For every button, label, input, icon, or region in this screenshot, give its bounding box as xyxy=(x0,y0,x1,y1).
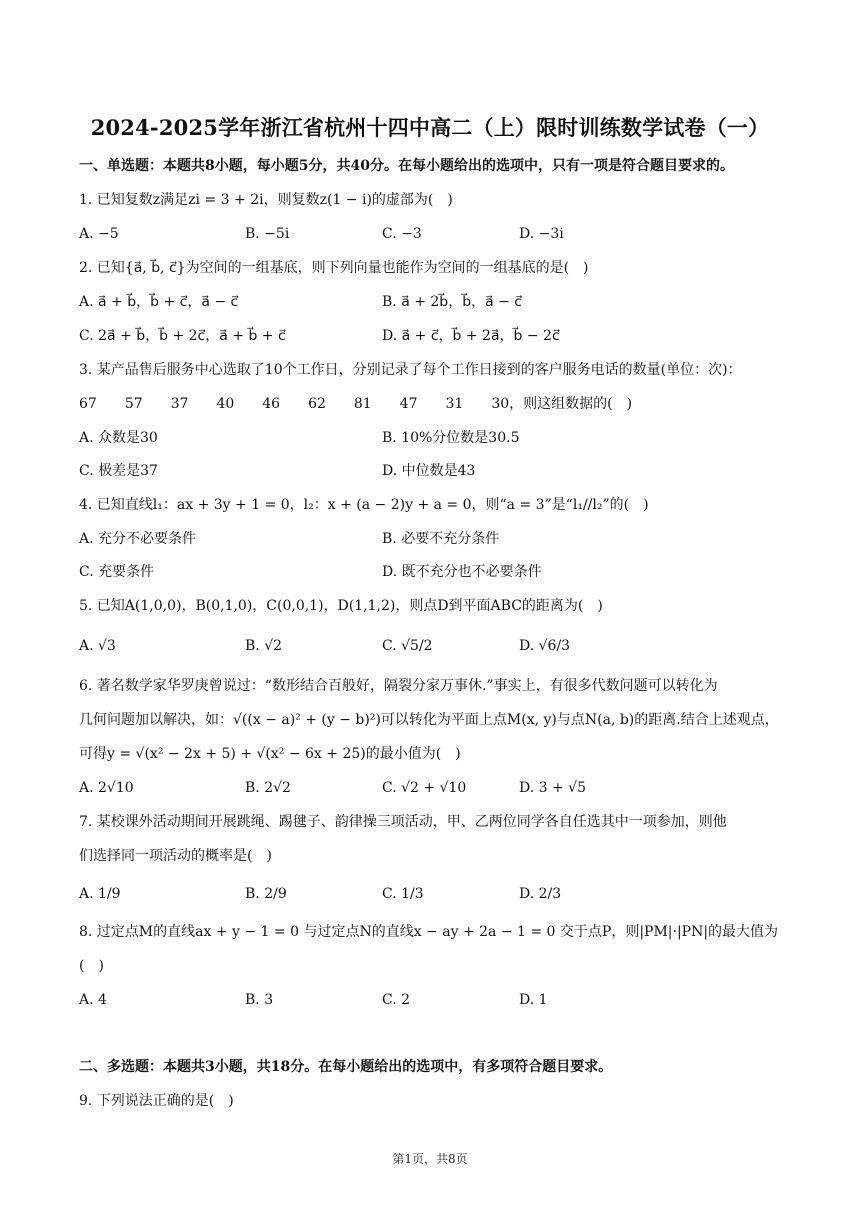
question-1-stem: 1. 已知复数z满足zi = 3 + 2i，则复数z(1 − i)的虚部为( ) xyxy=(79,192,453,208)
question-5-option-a: A. √3 xyxy=(79,638,116,654)
question-7-option-b: B. 2/9 xyxy=(245,886,287,902)
question-6-option-d: D. 3 + √5 xyxy=(519,780,586,796)
question-3-option-b: B. 10%分位数是30.5 xyxy=(382,430,520,446)
page-title: 2024-2025学年浙江省杭州十四中高二（上）限时训练数学试卷（一） xyxy=(90,115,770,140)
question-4-option-d: D. 既不充分也不必要条件 xyxy=(382,564,542,580)
section-heading-single-choice: 一、单选题：本题共8小题，每小题5分，共40分。在每小题给出的选项中，只有一项是符合题目要求的。 xyxy=(79,158,734,174)
question-5-option-b: B. √2 xyxy=(245,638,283,654)
question-8-option-c: C. 2 xyxy=(382,992,411,1008)
question-8-line-2: ( ) xyxy=(79,958,104,974)
question-6-option-b: B. 2√2 xyxy=(245,780,291,796)
question-1-option-a: A. −5 xyxy=(79,226,119,242)
question-8-option-b: B. 3 xyxy=(245,992,274,1008)
question-3-stem: 3. 某产品售后服务中心选取了10个工作日，分别记录了每个工作日接到的客户服务电话的数量(单位：次)： xyxy=(79,362,742,378)
question-2-stem: 2. 已知{a⃗, b⃗, c⃗}为空间的一组基底，则下列向量也能作为空间的一组基底的是( ) xyxy=(79,260,589,276)
question-8-option-d: D. 1 xyxy=(519,992,548,1008)
question-3-option-d: D. 中位数是43 xyxy=(382,463,476,479)
question-1-option-c: C. −3 xyxy=(382,226,422,242)
question-2-option-b: B. a⃗ + 2b⃗，b⃗，a⃗ − c⃗ xyxy=(382,294,522,310)
question-6-option-c: C. √2 + √10 xyxy=(382,780,467,796)
question-3-data: 67 57 37 40 46 62 81 47 31 30，则这组数据的( ) xyxy=(79,396,633,412)
question-1-option-b: B. −5i xyxy=(245,226,290,242)
question-7-line-1: 7. 某校课外活动期间开展跳绳、踢毽子、韵律操三项活动，甲、乙两位同学各自任选其中一项参加，则他 xyxy=(79,814,727,830)
question-4-option-b: B. 必要不充分条件 xyxy=(382,531,500,547)
section-heading-multiple-choice: 二、多选题：本题共3小题，共18分。在每小题给出的选项中，有多项符合题目要求。 xyxy=(79,1059,613,1075)
question-1-option-d: D. −3i xyxy=(519,226,564,242)
question-7-option-a: A. 1/9 xyxy=(79,886,121,902)
question-2-option-a: A. a⃗ + b⃗，b⃗ + c⃗，a⃗ − c⃗ xyxy=(79,294,239,310)
question-6-line-1: 6. 著名数学家华罗庚曾说过：“数形结合百般好，隔裂分家万事休.”事实上，有很多代数问题可以转化为 xyxy=(79,678,718,694)
question-5-stem: 5. 已知A(1,0,0)，B(0,1,0)，C(0,0,1)，D(1,1,2)，则点D到平面ABC的距离为( ) xyxy=(79,598,603,614)
question-4-option-a: A. 充分不必要条件 xyxy=(79,531,197,547)
question-7-option-d: D. 2/3 xyxy=(519,886,562,902)
question-5-option-c: C. √5/2 xyxy=(382,638,433,654)
question-4-stem: 4. 已知直线l₁：ax + 3y + 1 = 0，l₂：x + (a − 2)y + a = 0，则“a = 3”是“l₁//l₂”的( ) xyxy=(79,497,649,513)
question-7-line-2: 们选择同一项活动的概率是( ) xyxy=(79,848,272,864)
question-9-stem: 9. 下列说法正确的是( ) xyxy=(79,1093,234,1109)
question-8-option-a: A. 4 xyxy=(79,992,107,1008)
question-8-line-1: 8. 过定点M的直线ax + y − 1 = 0 与过定点N的直线x − ay + 2a − 1 = 0 交于点P，则|PM|·|PN|的最大值为 xyxy=(79,924,779,940)
question-3-option-c: C. 极差是37 xyxy=(79,463,158,479)
question-6-line-3: 可得y = √(x² − 2x + 5) + √(x² − 6x + 25)的最小值为( ) xyxy=(79,746,461,762)
page-footer: 第1页，共8页 xyxy=(392,1152,468,1166)
question-4-option-c: C. 充要条件 xyxy=(79,564,155,580)
question-2-option-d: D. a⃗ + c⃗，b⃗ + 2a⃗，b⃗ − 2c⃗ xyxy=(382,328,560,344)
question-3-option-a: A. 众数是30 xyxy=(79,430,158,446)
question-6-line-2: 几何问题加以解决，如：√((x − a)² + (y − b)²)可以转化为平面上点M(x, y)与点N(a, b)的距离.结合上述观点， xyxy=(79,712,779,728)
question-7-option-c: C. 1/3 xyxy=(382,886,424,902)
question-5-option-d: D. √6/3 xyxy=(519,638,571,654)
question-2-option-c: C. 2a⃗ + b⃗，b⃗ + 2c⃗，a⃗ + b⃗ + c⃗ xyxy=(79,328,286,344)
question-6-option-a: A. 2√10 xyxy=(79,780,134,796)
